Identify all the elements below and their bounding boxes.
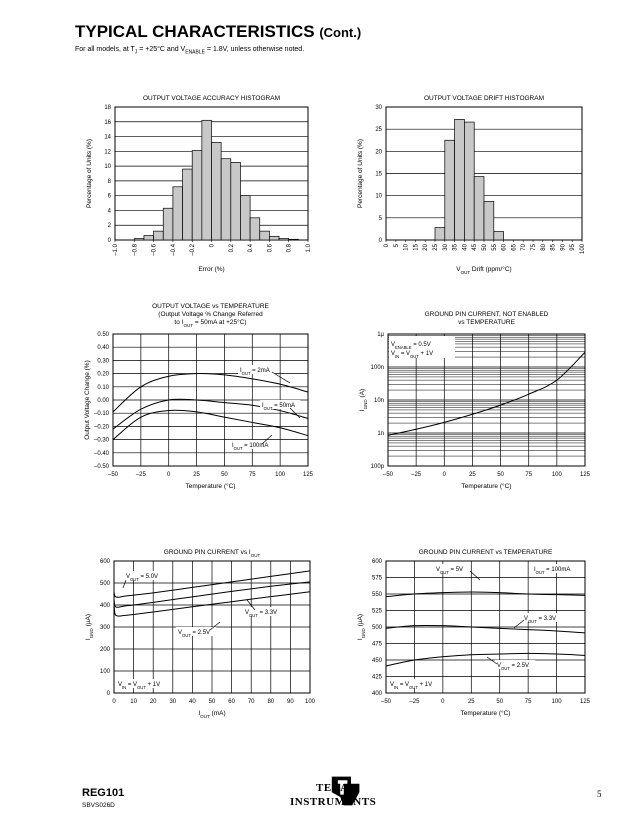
y-tick-label: –0.10 xyxy=(93,411,109,418)
x-tick-label: 75 xyxy=(525,472,533,478)
y-tick-label: –0.20 xyxy=(93,424,109,431)
y-tick-label: –0.40 xyxy=(93,450,109,457)
x-tick-label: 75 xyxy=(531,244,537,251)
y-tick-label: 0.10 xyxy=(97,384,109,391)
x-tick-label: –25 xyxy=(409,699,420,705)
y-tick-label: 100p xyxy=(370,464,384,470)
chart-title-line: vs TEMPERATURE xyxy=(458,319,515,326)
chart-title: GROUND PIN CURRENT vs TEMPERATURE xyxy=(418,549,553,556)
label-leader xyxy=(123,580,126,588)
x-tick-label: 95 xyxy=(570,244,577,251)
x-tick-label: 70 xyxy=(521,244,528,251)
annotation-text: $V_{IN} = V_{OUT} + 1V$ xyxy=(390,682,433,690)
chart-title: GROUND PIN CURRENT vs $I_{OUT}$ xyxy=(163,549,261,558)
x-tick-label: –25 xyxy=(135,472,146,478)
x-tick-label: 60 xyxy=(501,243,508,251)
y-tick-label: 550 xyxy=(371,592,382,598)
y-tick-label: 8 xyxy=(107,178,111,185)
subtitle-part: = 1.8V, unless otherwise noted. xyxy=(204,46,305,53)
histogram-bar xyxy=(474,177,484,240)
x-tick-label: 20 xyxy=(423,244,430,251)
x-tick-label: 50 xyxy=(221,472,228,478)
x-tick-label: 0 xyxy=(441,699,445,705)
x-tick-label: 100 xyxy=(304,699,316,705)
x-tick-label: 80 xyxy=(267,699,275,705)
x-tick-label: 0 xyxy=(112,699,116,705)
x-tick-label: 30 xyxy=(442,244,449,251)
x-tick-label: 0 xyxy=(442,472,446,478)
x-tick-label: 50 xyxy=(497,472,504,478)
y-tick-label: 425 xyxy=(371,674,382,681)
annotation-text: $V_{IN} = V_{OUT} + 1V$ xyxy=(391,351,434,359)
y-axis-label: $I_{GND}$ (A) xyxy=(359,388,368,412)
histogram-bar xyxy=(163,208,173,240)
y-tick-label: 0 xyxy=(107,238,111,244)
y-tick-label: 14 xyxy=(104,134,111,141)
x-tick-label: 25 xyxy=(469,472,476,478)
x-tick-label: 50 xyxy=(496,699,504,705)
x-tick-label: 55 xyxy=(491,244,498,251)
x-tick-label: 1.0 xyxy=(306,244,312,253)
y-tick-label: 6 xyxy=(107,193,111,200)
chart-title: OUTPUT VOLTAGE DRIFT HISTOGRAM xyxy=(423,95,545,102)
annotation-text: $I_{OUT} = 100mA$ xyxy=(534,567,571,575)
x-tick-label: –0.6 xyxy=(151,244,158,256)
histogram-bar xyxy=(250,218,260,240)
x-tick-label: 65 xyxy=(511,244,518,251)
chart-title-line: (Output Voltage % Change Referred xyxy=(158,311,263,318)
series-label: $V_{OUT} = 5.0V$ xyxy=(126,574,159,582)
page-title-text: TYPICAL CHARACTERISTICS xyxy=(75,22,315,41)
y-tick-label: 500 xyxy=(99,581,110,587)
y-tick-label: 16 xyxy=(104,119,111,126)
y-tick-label: 300 xyxy=(99,625,110,631)
x-tick-label: 100 xyxy=(580,244,586,255)
y-tick-label: 25 xyxy=(375,127,382,134)
y-tick-label: 30 xyxy=(375,105,382,111)
histogram-bar xyxy=(212,142,222,240)
x-tick-label: –50 xyxy=(107,472,119,478)
y-tick-label: 20 xyxy=(375,149,382,156)
series-label: $I_{OUT} = 100mA$ xyxy=(232,443,269,451)
histogram-bar xyxy=(435,228,445,240)
y-tick-label: 600 xyxy=(371,559,382,565)
histogram-bar xyxy=(279,239,289,240)
x-tick-label: 10 xyxy=(403,244,410,251)
x-axis-label: $I_{OUT}$ (mA) xyxy=(198,710,226,719)
x-tick-label: 25 xyxy=(433,244,439,251)
x-tick-label: 90 xyxy=(287,699,294,705)
y-tick-label: 10 xyxy=(104,164,111,171)
x-tick-label: 75 xyxy=(248,472,256,478)
x-tick-label: –50 xyxy=(382,472,394,478)
histogram-bar xyxy=(173,187,183,240)
y-tick-label: 0.30 xyxy=(97,358,109,365)
x-tick-label: 0 xyxy=(167,472,171,478)
histogram-bar xyxy=(221,159,231,240)
histogram-bar xyxy=(154,231,164,240)
y-tick-label: 2 xyxy=(107,223,111,230)
footer-brand-texas: TEXAS xyxy=(316,782,356,794)
series-line xyxy=(113,410,308,439)
x-tick-label: 125 xyxy=(302,472,314,478)
x-tick-label: 5 xyxy=(393,244,400,248)
subtitle-part: For all models, at T xyxy=(75,46,135,53)
x-tick-label: 40 xyxy=(189,699,196,705)
y-tick-label: 1µ xyxy=(377,332,384,338)
x-tick-label: 30 xyxy=(169,699,177,705)
x-axis-label: $V_{OUT}$ Drift (ppm/°C) xyxy=(456,266,512,275)
y-tick-label: 0 xyxy=(106,691,110,697)
histogram-bar xyxy=(144,236,154,240)
y-tick-label: 450 xyxy=(371,658,382,664)
y-tick-label: 500 xyxy=(371,625,382,631)
series-label: $V_{OUT} = 2.5V$ xyxy=(497,663,530,671)
x-tick-label: –25 xyxy=(411,472,422,478)
y-tick-label: 400 xyxy=(371,691,382,697)
x-tick-label: 40 xyxy=(462,244,469,251)
x-tick-label: 0.6 xyxy=(267,244,274,253)
y-axis-label: Output Voltage Change (%) xyxy=(84,360,91,440)
chart-title-line: GROUND PIN CURRENT, NOT ENABLED xyxy=(424,311,549,318)
footer-part-number: REG101 xyxy=(82,787,125,799)
series-label: $V_{OUT} = 5V$ xyxy=(436,567,464,575)
y-tick-label: –0.50 xyxy=(93,464,109,470)
x-tick-label: 100 xyxy=(551,699,562,705)
x-tick-label: 100 xyxy=(551,472,562,478)
y-tick-label: 12 xyxy=(104,149,111,156)
histogram-bar xyxy=(445,140,455,240)
y-tick-label: 575 xyxy=(371,575,382,582)
histogram-bar xyxy=(240,196,250,240)
x-tick-label: 70 xyxy=(247,699,255,705)
x-tick-label: 25 xyxy=(467,699,475,705)
x-tick-label: 100 xyxy=(275,472,286,478)
x-tick-label: 0 xyxy=(209,244,216,248)
x-axis-label: Temperature (°C) xyxy=(461,483,512,490)
x-axis-label: Temperature (°C) xyxy=(185,483,236,490)
y-tick-label: 100n xyxy=(370,365,384,371)
x-tick-label: 20 xyxy=(149,699,157,705)
footer-doc-number: SBVS026D xyxy=(82,802,115,809)
histogram-bar xyxy=(231,162,241,240)
x-tick-label: 35 xyxy=(452,244,459,251)
y-tick-label: 4 xyxy=(107,208,111,215)
y-tick-label: 18 xyxy=(104,105,111,111)
y-axis-label: $I_{GND}$ (µA) xyxy=(357,613,366,641)
x-tick-label: 10 xyxy=(130,699,137,705)
x-axis-label: Error (%) xyxy=(198,266,225,273)
series-label: $V_{OUT} = 3.3V$ xyxy=(524,616,557,624)
y-tick-label: 1n xyxy=(377,431,384,437)
x-tick-label: –0.8 xyxy=(132,244,139,256)
y-axis-label: Percentage of Units (%) xyxy=(86,138,93,209)
y-tick-label: 5 xyxy=(378,215,382,222)
x-tick-label: 15 xyxy=(413,244,420,251)
chart-title: OUTPUT VOLTAGE ACCURACY HISTOGRAM xyxy=(142,95,281,102)
x-tick-label: 125 xyxy=(579,472,591,478)
y-tick-label: 0.50 xyxy=(97,332,109,338)
histogram-bar xyxy=(134,239,144,240)
x-tick-label: 25 xyxy=(193,472,200,478)
y-tick-label: 15 xyxy=(375,171,382,178)
y-tick-label: 10 xyxy=(375,193,382,200)
y-tick-label: 400 xyxy=(99,603,110,609)
chart-title-line: OUTPUT VOLTAGE vs TEMPERATURE xyxy=(152,303,269,310)
histogram-bar xyxy=(192,151,202,240)
x-tick-label: 50 xyxy=(482,244,488,251)
y-tick-label: 0 xyxy=(378,238,382,244)
y-tick-label: 200 xyxy=(99,647,110,653)
histogram-bar xyxy=(260,231,270,240)
y-tick-label: –0.30 xyxy=(93,437,109,444)
y-tick-label: 10n xyxy=(373,398,384,404)
series-label: $V_{OUT} = 3.3V$ xyxy=(245,610,278,618)
y-tick-label: 0.40 xyxy=(97,345,109,352)
y-axis-label: $I_{GND}$ (µA) xyxy=(85,613,94,641)
x-tick-label: 90 xyxy=(560,244,567,251)
x-tick-label: 45 xyxy=(472,244,479,251)
x-tick-label: 60 xyxy=(228,699,235,705)
histogram-bar xyxy=(202,120,212,240)
chart-title-line: to $I_{OUT} = 50mA$ at +25°C) xyxy=(174,319,247,328)
annotation-text: $V_{ENABLE} = 0.5V$ xyxy=(391,342,431,350)
histogram-bar xyxy=(455,119,465,240)
x-tick-label: 80 xyxy=(540,244,547,251)
x-tick-label: 0.4 xyxy=(248,244,255,253)
page-number: 5 xyxy=(597,789,602,799)
y-tick-label: 0.20 xyxy=(97,371,109,378)
y-tick-label: 0.00 xyxy=(97,398,109,404)
histogram-bar xyxy=(464,122,474,240)
subtitle-sub: ENABLE xyxy=(185,49,205,56)
x-tick-label: 0 xyxy=(384,244,390,248)
x-tick-label: 125 xyxy=(579,699,591,705)
histogram-bar xyxy=(269,236,279,240)
annotation-text: $V_{IN} = V_{OUT} + 1V$ xyxy=(118,682,161,690)
x-tick-label: 75 xyxy=(524,699,532,705)
histogram-bar xyxy=(494,232,504,240)
y-axis-label: Percentage of Units (%) xyxy=(357,138,364,209)
x-tick-label: –1.0 xyxy=(113,244,119,256)
y-tick-label: 600 xyxy=(99,559,110,565)
series-label: $I_{OUT} = 2mA$ xyxy=(240,368,270,376)
y-tick-label: 475 xyxy=(371,641,382,648)
x-tick-label: –0.4 xyxy=(170,244,177,256)
footer-brand-instruments: INSTRUMENTS xyxy=(290,796,377,808)
y-tick-label: 100 xyxy=(99,669,110,675)
subtitle-part: = +25°C and V xyxy=(137,46,186,53)
histogram-bar xyxy=(484,201,494,240)
x-tick-label: 50 xyxy=(208,699,216,705)
x-tick-label: –50 xyxy=(380,699,392,705)
subtitle-sub: J xyxy=(134,49,138,56)
x-axis-label: Temperature (°C) xyxy=(460,710,511,717)
x-tick-label: –0.2 xyxy=(190,244,197,256)
y-tick-label: 525 xyxy=(371,608,382,615)
series-label: $V_{OUT} = 2.5V$ xyxy=(178,630,211,638)
x-tick-label: 0.8 xyxy=(286,244,293,253)
series-label: $I_{OUT} = 50mA$ xyxy=(262,403,296,411)
histogram-bar xyxy=(183,169,193,240)
x-tick-label: 0.2 xyxy=(228,244,235,253)
page-title-suffix: (Cont.) xyxy=(319,25,362,40)
histogram-bar xyxy=(289,239,299,240)
x-tick-label: 85 xyxy=(550,244,557,251)
series-line xyxy=(386,625,585,633)
